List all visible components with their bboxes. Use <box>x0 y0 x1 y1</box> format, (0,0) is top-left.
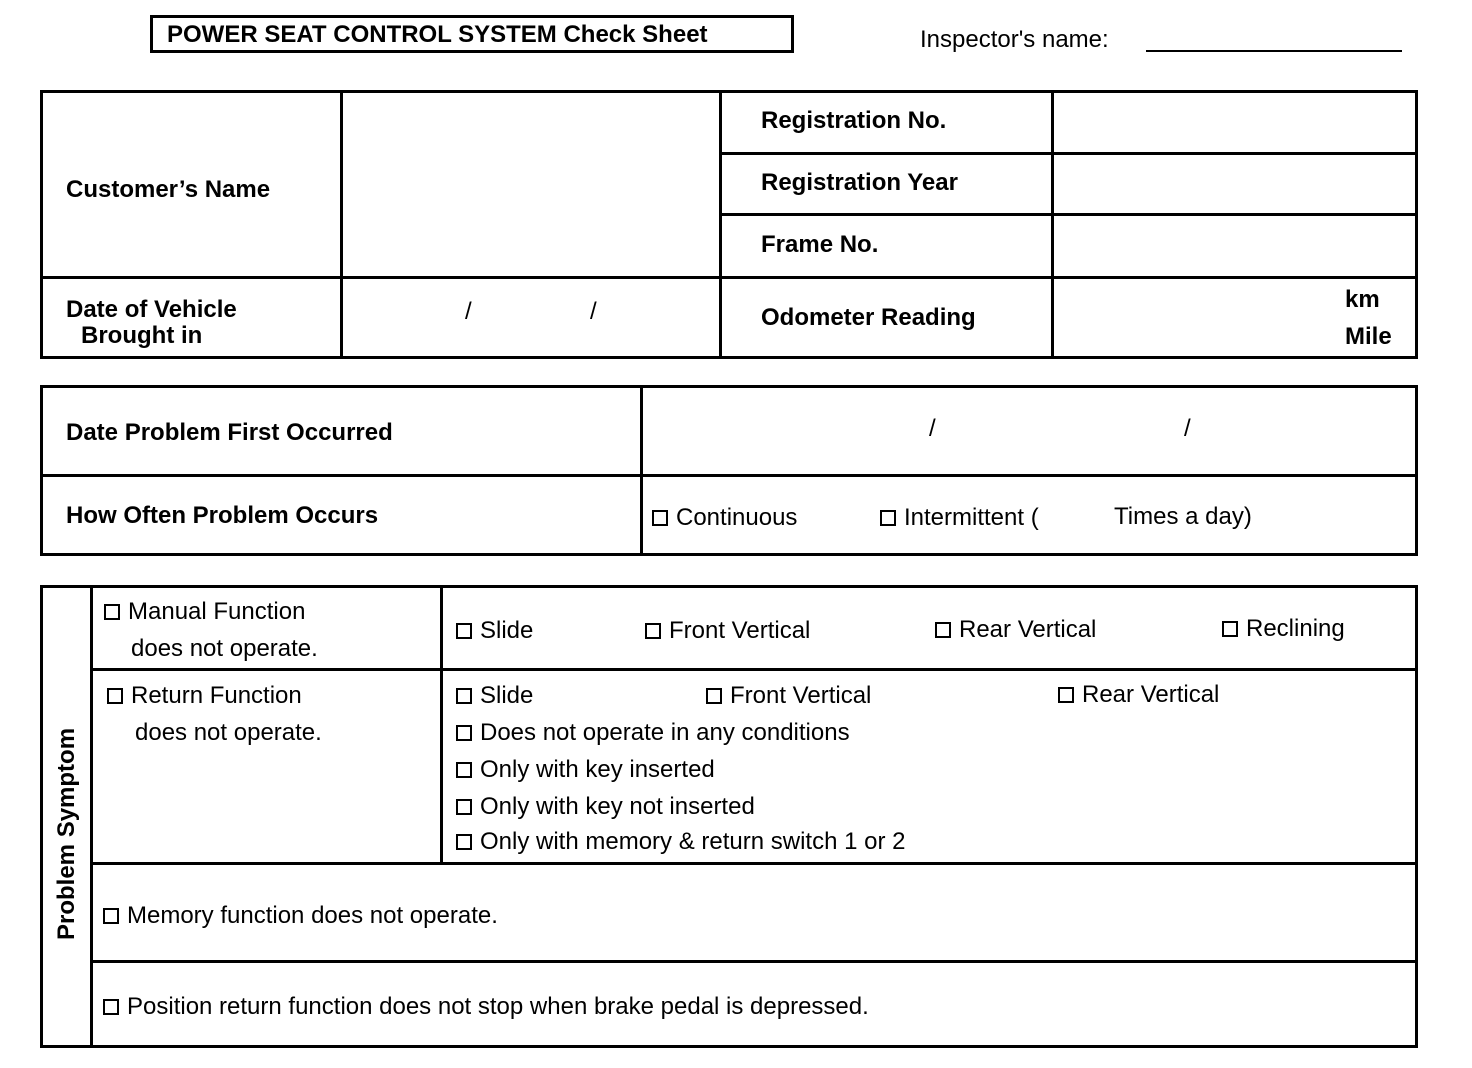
frame-no-field[interactable] <box>1056 218 1414 275</box>
table-divider <box>719 92 722 357</box>
return-function-label-line2: does not operate. <box>135 719 322 746</box>
checkbox[interactable] <box>456 623 472 639</box>
checkbox[interactable] <box>103 999 119 1015</box>
table-divider <box>92 668 1416 671</box>
date-first-occurred-label: Date Problem First Occurred <box>66 419 393 446</box>
option-label: Reclining <box>1246 615 1345 642</box>
registration-no-label: Registration No. <box>761 107 947 134</box>
table-divider <box>440 587 443 864</box>
option-label: Front Vertical <box>669 617 811 644</box>
position-return-option[interactable] <box>103 993 869 1020</box>
manual-option-rear-vertical[interactable] <box>935 616 1096 643</box>
date-separator: / <box>1184 415 1191 442</box>
manual-function-option[interactable] <box>104 598 305 625</box>
date-separator: / <box>465 298 472 325</box>
odometer-unit-km: km <box>1345 286 1380 313</box>
return-condition-any[interactable] <box>456 719 850 746</box>
position-return-label: Position return function does not stop when brake pedal is depressed. <box>127 993 869 1020</box>
option-label: Slide <box>480 617 534 644</box>
checkbox[interactable] <box>456 762 472 778</box>
checkbox[interactable] <box>1222 621 1238 637</box>
return-option-front-vertical[interactable] <box>706 682 871 709</box>
table-divider <box>720 213 1416 216</box>
continuous-option[interactable] <box>652 504 797 531</box>
checkbox[interactable] <box>645 623 661 639</box>
customer-name-field[interactable] <box>345 95 717 275</box>
manual-function-label-line2: does not operate. <box>131 635 318 662</box>
return-option-rear-vertical[interactable] <box>1058 681 1219 708</box>
checkbox[interactable] <box>456 799 472 815</box>
frame-no-label: Frame No. <box>761 231 879 258</box>
option-label: Front Vertical <box>730 682 872 709</box>
odometer-unit-mile: Mile <box>1345 323 1392 350</box>
continuous-label: Continuous <box>676 504 798 531</box>
registration-no-field[interactable] <box>1056 95 1414 151</box>
times-a-day-label: Times a day) <box>1114 503 1252 530</box>
option-label: Rear Vertical <box>1082 681 1220 708</box>
date-brought-in-label-line2: Brought in <box>81 322 203 349</box>
odometer-field[interactable] <box>1056 281 1336 355</box>
condition-label: Only with memory & return switch 1 or 2 <box>480 828 906 855</box>
condition-label: Only with key not inserted <box>480 793 755 820</box>
table-divider <box>340 92 343 357</box>
return-function-label: Return Function <box>131 682 302 709</box>
option-label: Slide <box>480 682 534 709</box>
table-divider <box>640 387 643 554</box>
inspector-name-field[interactable] <box>1146 50 1402 52</box>
date-first-occurred-field[interactable] <box>645 390 1414 472</box>
checkbox[interactable] <box>104 604 120 620</box>
return-option-slide[interactable] <box>456 682 533 709</box>
checkbox[interactable] <box>935 622 951 638</box>
checkbox[interactable] <box>706 688 722 704</box>
manual-option-front-vertical[interactable] <box>645 617 810 644</box>
date-separator: / <box>590 298 597 325</box>
inspector-name-label: Inspector's name: <box>920 26 1109 53</box>
table-divider <box>92 960 1416 963</box>
checkbox[interactable] <box>652 510 668 526</box>
option-label: Rear Vertical <box>959 616 1097 643</box>
how-often-label: How Often Problem Occurs <box>66 502 379 529</box>
checkbox[interactable] <box>103 908 119 924</box>
manual-option-reclining[interactable] <box>1222 615 1345 642</box>
page-title: POWER SEAT CONTROL SYSTEM Check Sheet <box>150 15 794 53</box>
return-condition-key-inserted[interactable] <box>456 756 715 783</box>
registration-year-field[interactable] <box>1056 157 1414 212</box>
checkbox[interactable] <box>880 510 896 526</box>
manual-function-label: Manual Function <box>128 598 306 625</box>
memory-function-option[interactable] <box>103 902 498 929</box>
date-brought-in-label-line1: Date of Vehicle <box>66 296 237 323</box>
checkbox[interactable] <box>456 725 472 741</box>
registration-year-label: Registration Year <box>761 169 958 196</box>
intermittent-option[interactable] <box>880 504 1039 531</box>
return-condition-memory-switch[interactable] <box>456 828 905 855</box>
intermittent-label: Intermittent ( <box>904 504 1039 531</box>
condition-label: Does not operate in any conditions <box>480 719 850 746</box>
customer-name-label: Customer’s Name <box>66 176 271 203</box>
return-condition-key-not-inserted[interactable] <box>456 793 755 820</box>
manual-option-slide[interactable] <box>456 617 533 644</box>
memory-function-label: Memory function does not operate. <box>127 902 498 929</box>
table-divider <box>90 587 93 1046</box>
table-divider <box>42 276 1416 279</box>
problem-symptom-label: Problem Symptom <box>53 727 80 940</box>
odometer-label: Odometer Reading <box>761 304 976 331</box>
checkbox[interactable] <box>1058 687 1074 703</box>
condition-label: Only with key inserted <box>480 756 715 783</box>
checkbox[interactable] <box>456 834 472 850</box>
date-brought-in-field[interactable] <box>345 281 717 355</box>
return-function-option[interactable] <box>107 682 302 709</box>
table-divider <box>1051 92 1054 357</box>
date-separator: / <box>929 415 936 442</box>
table-divider <box>42 474 1416 477</box>
table-divider <box>92 862 1416 865</box>
checkbox[interactable] <box>456 688 472 704</box>
table-divider <box>720 152 1416 155</box>
checkbox[interactable] <box>107 688 123 704</box>
